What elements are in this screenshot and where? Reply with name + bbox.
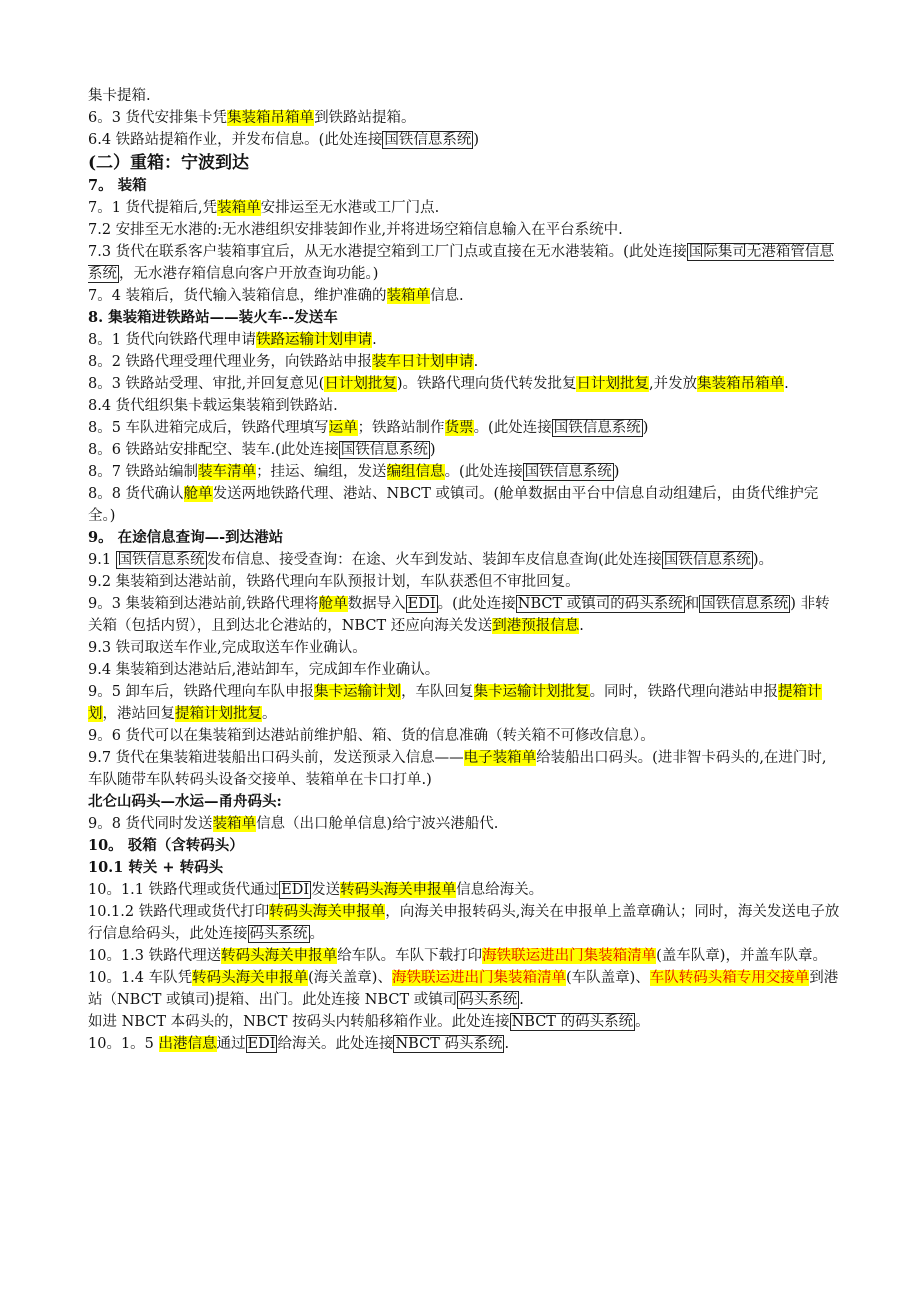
text-run: . [519,992,524,1008]
text-run: 7。1 货代提箱后,凭 [88,200,218,216]
text-run: 通过 [216,1036,246,1052]
paragraph [88,967,840,1011]
paragraph [88,549,840,571]
paragraph [88,593,840,637]
boxed-term: NBCT 码头系统 [395,1036,503,1052]
highlighted-term: 海铁联运进出门集装箱清单 [391,970,566,986]
text-run: 9.1 [88,552,116,568]
highlighted-term: 装箱单 [212,816,257,832]
highlighted-term: 装车清单 [198,464,257,480]
paragraph [88,1033,840,1055]
text-run: 8。7 铁路站编制 [88,464,199,480]
text-run: ) [642,420,649,436]
highlighted-term: 海铁联运进出门集装箱清单 [482,948,657,964]
text-run: ,并发放 [648,376,698,392]
highlighted-term: 转码头海关申报单 [269,904,386,920]
paragraph [88,945,840,967]
paragraph [88,373,840,395]
paragraph [88,681,840,725]
paragraph [88,417,840,439]
text-run: 安排运至无水港或工厂门点. [260,200,440,216]
highlighted-term: 装箱单 [217,200,261,216]
text-run: 给海关。此处连接 [277,1036,394,1052]
text-run: 10.1 转关 + 转码头 [88,859,224,876]
boxed-term: 码头系统 [249,926,308,942]
text-run: 8。5 车队进箱完成后，铁路代理填写 [88,420,329,436]
boxed-term: NBCT 的码头系统 [511,1014,634,1030]
highlighted-term: 车队转码头箱专用交接单 [649,970,810,986]
paragraph [88,351,840,373]
highlighted-term: 装箱单 [386,288,431,304]
boxed-term: 国铁信息系统 [340,442,428,458]
paragraph [88,285,840,307]
paragraph [88,637,840,659]
paragraph [88,175,840,197]
paragraph [88,813,840,835]
text-run: 9.3 铁司取送车作业,完成取送车作业确认。 [88,640,367,656]
paragraph [88,241,840,285]
text-run: )。铁路代理向货代转发批复 [396,376,577,392]
text-run: 10。1.4 车队凭 [88,970,193,986]
highlighted-term: 转码头海关申报单 [192,970,309,986]
boxed-term: 国铁信息系统 [663,552,751,568]
document-page [88,85,840,1055]
text-run: 10。1.1 铁路代理或货代通过 [88,882,280,898]
text-run: (盖车队章)，并盖车队章。 [656,948,827,964]
text-run: ) [473,132,479,148]
highlighted-term: 装车日计划申请 [372,354,474,370]
boxed-term: NBCT 或镇司的码头系统 [517,596,683,612]
text-run: . [784,376,789,392]
highlighted-term: 舱单 [183,486,213,502]
paragraph [88,835,840,857]
highlighted-term: 转码头海关申报单 [221,948,338,964]
text-run: 9。 在途信息查询—-到达港站 [88,529,284,546]
paragraph [88,901,840,945]
highlighted-term: 集卡运输计划 [314,684,402,700]
text-run: 8。8 货代确认 [88,486,184,502]
text-run: . [504,1036,510,1052]
paragraph [88,571,840,593]
text-run: 9.2 集装箱到达港站前，铁路代理向车队预报计划，车队获悉但不审批回复。 [88,574,580,590]
paragraph [88,219,840,241]
text-run: ) [429,442,436,458]
paragraph [88,1011,840,1033]
highlighted-term: 编组信息 [386,464,445,480]
text-run: 9。8 货代同时发送 [88,816,213,832]
paragraph [88,483,840,527]
text-run: 。同时，铁路代理向港站申报 [589,684,779,700]
paragraph [88,107,840,129]
boxed-term: 国铁信息系统 [117,552,205,568]
text-run: 。 [635,1014,650,1030]
highlighted-term: 到港预报信息 [492,618,580,634]
text-run: 7。4 装箱后，货代输入装箱信息，维护准确的 [88,288,387,304]
paragraph [88,329,840,351]
text-run: 9.7 货代在集装箱进装船出口码头前，发送预录入信息—— [88,750,464,766]
boxed-term: 国铁信息系统 [553,420,641,436]
text-run: (海关盖章)、 [308,970,392,986]
paragraph [88,85,840,107]
text-run: 。 [262,706,277,722]
highlighted-term: 日计划批复 [576,376,649,392]
text-run: 8. 集装箱进铁路站——装火车--发送车 [88,309,338,326]
highlighted-term: 转码头海关申报单 [340,882,457,898]
text-run: 。(此处连接 [444,464,523,480]
text-run: 给车队。车队下载打印 [337,948,483,964]
boxed-term: EDI [281,882,310,898]
highlighted-term: 舱单 [318,596,348,612]
text-run: 北仑山码头—水运—甬舟码头: [88,793,282,810]
text-run: 信息（出口舱单信息)给宁波兴港船代. [256,816,499,832]
paragraph [88,527,840,549]
text-run: )。 [752,552,773,568]
text-run: 发送两地铁路代理、港站、NBCT 或镇司。(舱单数据由平台中信息自动组建后，由货代维护完全。) [88,486,819,524]
text-run: 。(此处连接 [473,420,552,436]
paragraph [88,439,840,461]
text-run: . [372,332,377,348]
boxed-term: EDI [247,1036,276,1052]
text-run: 9。5 卸车后，铁路代理向车队申报 [88,684,315,700]
text-run: ，无水港存箱信息向客户开放查询功能。) [119,266,379,282]
boxed-term: EDI [407,596,436,612]
boxed-term: 国铁信息系统 [384,132,472,148]
paragraph [88,857,840,879]
boxed-term: 码头系统 [459,992,518,1008]
text-run: ) 非转关箱（包括内贸），且到达北仑港站的，NBCT 还应向海关发送 [88,596,830,634]
text-run: 信息. [430,288,464,304]
text-run: 和 [684,596,700,612]
text-run: ；铁路站制作 [357,420,445,436]
text-run: 8。6 铁路站安排配空、装车.(此处连接 [88,442,339,458]
text-run: 8。3 铁路站受理、审批,并回复意见( [88,376,325,392]
text-run: 发送 [311,882,341,898]
text-run: 9.4 集装箱到达港站后,港站卸车，完成卸车作业确认。 [88,662,440,678]
text-run: 10。1.3 铁路代理送 [88,948,222,964]
text-run: 到港站（NBCT 或镇司)提箱、出门。此处连接 NBCT 或镇司 [88,970,839,1008]
highlighted-term: 出港信息 [158,1036,217,1052]
text-run: 6.4 铁路站提箱作业，并发布信息。(此处连接 [88,132,383,148]
highlighted-term: 提箱计划批复 [175,706,262,722]
paragraph [88,725,840,747]
text-run: 到铁路站提箱。 [314,110,416,126]
text-run: 信息给海关。 [456,882,544,898]
text-run: 10。 驳箱（含转码头） [88,837,244,854]
text-run: 6。3 货代安排集卡凭 [88,110,228,126]
text-run: 发布信息、接受查询：在途、火车到发站、装卸车皮信息查询(此处连接 [206,552,662,568]
text-run: 集卡提箱. [88,88,151,104]
text-run: (二）重箱：宁波到达 [88,153,250,173]
paragraph [88,197,840,219]
text-run: 8。2 铁路代理受理代理业务，向铁路站申报 [88,354,373,370]
boxed-term: 国铁信息系统 [524,464,612,480]
boxed-term: 国际集司无港箱管信息系统 [88,244,834,282]
paragraph [88,747,840,791]
text-run: 7。 装箱 [88,177,147,194]
highlighted-term: 集装箱吊箱单 [697,376,785,392]
text-run: 8。1 货代向铁路代理申请 [88,332,257,348]
highlighted-term: 运单 [328,420,358,436]
text-run: 9。3 集装箱到达港站前,铁路代理将 [88,596,319,612]
paragraph [88,879,840,901]
text-run: 7.2 安排至无水港的:无水港组织安排装卸作业,并将进场空箱信息输入在平台系统中. [88,222,623,238]
text-run: 9。6 货代可以在集装箱到达港站前维护船、箱、货的信息准确（转关箱不可修改信息）。 [88,728,655,744]
highlighted-term: 铁路运输计划申请 [256,332,373,348]
highlighted-term: 电子装箱单 [463,750,537,766]
text-run: 10。1。5 [88,1036,159,1052]
text-run: 。(此处连接 [437,596,516,612]
paragraph [88,791,840,813]
paragraph [88,151,840,175]
highlighted-term: 集卡运输计划批复 [473,684,590,700]
text-run: ，港站回复 [102,706,175,722]
text-run: 数据导入 [347,596,406,612]
text-run: 7.3 货代在联系客户装箱事宜后，从无水港提空箱到工厂门点或直接在无水港装箱。(此处连接 [88,244,687,260]
text-run: 10.1.2 铁路代理或货代打印 [88,904,270,920]
paragraph [88,395,840,417]
highlighted-term: 集装箱吊箱单 [227,110,315,126]
text-run: ) [613,464,620,480]
text-run: 如进 NBCT 本码头的，NBCT 按码头内转船移箱作业。此处连接 [88,1014,510,1030]
text-run: ；挂运、编组，发送 [256,464,387,480]
boxed-term: 国铁信息系统 [701,596,789,612]
highlighted-term: 日计划批复 [324,376,397,392]
paragraph [88,461,840,483]
text-run: ，向海关申报转码头,海关在申报单上盖章确认；同时，海关发送电子放行信息给码头，此处连接 [88,904,840,942]
text-run: (车队盖章)、 [565,970,650,986]
paragraph [88,129,840,151]
text-run: . [473,354,479,370]
highlighted-term: 货票 [444,420,474,436]
text-run: 。 [309,926,324,942]
text-run: 给装船出口码头。(进非智卡码头的,在进门时,车队随带车队转码头设备交接单、装箱单在卡口打单.) [88,750,827,788]
text-run: ，车队回复 [401,684,474,700]
paragraph [88,307,840,329]
paragraph [88,659,840,681]
text-run: 8.4 货代组织集卡载运集装箱到铁路站. [88,398,338,414]
highlighted-term: 提箱计划 [88,684,822,722]
text-run: . [579,618,584,634]
